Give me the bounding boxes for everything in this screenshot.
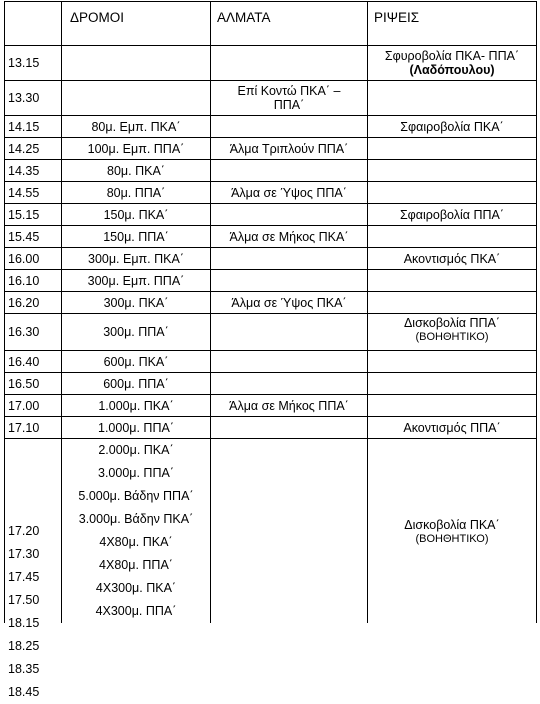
jump-cell bbox=[211, 81, 368, 116]
table-row bbox=[5, 248, 537, 270]
jump-block bbox=[211, 439, 368, 624]
throw-note: (ΒΟΗΘΗΤΙΚΟ) bbox=[415, 533, 489, 545]
run-cell: 4Χ300μ. ΠΚΑ΄ bbox=[95, 581, 177, 595]
throw-cell bbox=[371, 516, 533, 546]
time-list bbox=[8, 520, 58, 699]
throw-note: (Λαδόπουλου) bbox=[409, 63, 495, 77]
time-cell: 16.10 bbox=[5, 270, 62, 292]
run-cell: 600μ. ΠΠΑ΄ bbox=[62, 373, 211, 395]
time-cell: 14.55 bbox=[5, 182, 62, 204]
table-row bbox=[5, 314, 537, 351]
jump-cell: Άλμα σε Μήκος ΠΚΑ΄ bbox=[211, 226, 368, 248]
header-time bbox=[5, 2, 62, 46]
run-cell: 1.000μ. ΠΠΑ΄ bbox=[62, 417, 211, 439]
time-cell: 16.20 bbox=[5, 292, 62, 314]
table-row bbox=[5, 373, 537, 395]
time-cell: 13.30 bbox=[5, 81, 62, 116]
jump-cell: Άλμα σε Ύψος ΠΚΑ΄ bbox=[211, 292, 368, 314]
jump-cell bbox=[211, 373, 368, 395]
run-cell: 80μ. Εμπ. ΠΚΑ΄ bbox=[62, 116, 211, 138]
table-row-block bbox=[5, 439, 537, 624]
run-cell bbox=[62, 81, 211, 116]
run-cell: 100μ. Εμπ. ΠΠΑ΄ bbox=[62, 138, 211, 160]
jump-cell bbox=[211, 204, 368, 226]
throw-note: (ΒΟΗΘΗΤΙΚΟ) bbox=[415, 331, 489, 343]
table-row bbox=[5, 182, 537, 204]
jump-cell bbox=[211, 248, 368, 270]
time-cell: 14.15 bbox=[5, 116, 62, 138]
time-cell: 18.15 bbox=[8, 615, 40, 630]
time-cell: 13.15 bbox=[5, 46, 62, 81]
throw-cell bbox=[368, 182, 537, 204]
time-cell: 16.00 bbox=[5, 248, 62, 270]
run-cell: 150μ. ΠΚΑ΄ bbox=[62, 204, 211, 226]
throw-cell bbox=[368, 138, 537, 160]
table-row bbox=[5, 351, 537, 373]
throw-cell bbox=[368, 160, 537, 182]
run-cell: 3.000μ. ΠΠΑ΄ bbox=[98, 466, 174, 480]
jump-cell: Άλμα σε Μήκος ΠΠΑ΄ bbox=[211, 395, 368, 417]
run-cell: 600μ. ΠΚΑ΄ bbox=[62, 351, 211, 373]
throw-block bbox=[368, 439, 537, 624]
jump-cell bbox=[211, 314, 368, 351]
time-cell: 18.25 bbox=[8, 638, 40, 653]
throw-cell: Ακοντισμός ΠΚΑ΄ bbox=[368, 248, 537, 270]
time-cell: 17.30 bbox=[8, 546, 40, 561]
jump-cell bbox=[211, 116, 368, 138]
time-block bbox=[5, 439, 62, 699]
throw-cell bbox=[368, 81, 537, 116]
time-cell: 17.00 bbox=[5, 395, 62, 417]
table-row bbox=[5, 116, 537, 138]
time-cell: 18.45 bbox=[8, 684, 40, 699]
run-cell: 4Χ80μ. ΠΚΑ΄ bbox=[99, 535, 173, 549]
run-cell: 5.000μ. Βάδην ΠΠΑ΄ bbox=[78, 489, 194, 503]
schedule-table bbox=[4, 1, 537, 699]
jump-cell: Άλμα σε Ύψος ΠΠΑ΄ bbox=[211, 182, 368, 204]
throw-cell bbox=[368, 395, 537, 417]
time-cell: 14.35 bbox=[5, 160, 62, 182]
time-cell: 18.35 bbox=[8, 661, 40, 676]
run-cell bbox=[62, 46, 211, 81]
run-cell: 80μ. ΠΚΑ΄ bbox=[62, 160, 211, 182]
header-throws: ΡΙΨΕΙΣ bbox=[368, 2, 537, 46]
jump-cell bbox=[211, 351, 368, 373]
throw-cell: Ακοντισμός ΠΠΑ΄ bbox=[368, 417, 537, 439]
jump-cell bbox=[211, 160, 368, 182]
jump-cell: Άλμα Τριπλούν ΠΠΑ΄ bbox=[211, 138, 368, 160]
run-cell: 80μ. ΠΠΑ΄ bbox=[62, 182, 211, 204]
run-cell: 2.000μ. ΠΚΑ΄ bbox=[98, 443, 174, 457]
header-runs: ΔΡΟΜΟΙ bbox=[62, 2, 211, 46]
time-cell: 15.45 bbox=[5, 226, 62, 248]
table-row bbox=[5, 270, 537, 292]
jump-cell bbox=[211, 46, 368, 81]
throw-cell bbox=[368, 46, 537, 81]
run-cell: 4Χ80μ. ΠΠΑ΄ bbox=[99, 558, 173, 572]
run-cell: 300μ. ΠΚΑ΄ bbox=[62, 292, 211, 314]
header-jumps: ΑΛΜΑΤΑ bbox=[211, 2, 368, 46]
throw-line: Δισκοβολία ΠΠΑ΄ bbox=[403, 316, 501, 330]
time-cell: 17.50 bbox=[8, 592, 40, 607]
table-row bbox=[5, 395, 537, 417]
throw-cell bbox=[368, 226, 537, 248]
throw-cell: Σφαιροβολία ΠΚΑ΄ bbox=[368, 116, 537, 138]
jump-cell bbox=[211, 417, 368, 439]
throw-cell bbox=[368, 292, 537, 314]
header-row bbox=[5, 2, 537, 46]
run-list bbox=[65, 439, 207, 623]
jump-line: ΠΠΑ΄ bbox=[273, 98, 305, 112]
table-row bbox=[5, 417, 537, 439]
time-cell: 16.40 bbox=[5, 351, 62, 373]
time-cell: 17.45 bbox=[8, 569, 40, 584]
table-row bbox=[5, 138, 537, 160]
run-cell: 4Χ300μ. ΠΠΑ΄ bbox=[95, 604, 177, 618]
throw-cell bbox=[368, 351, 537, 373]
jump-cell bbox=[211, 270, 368, 292]
time-cell: 17.10 bbox=[5, 417, 62, 439]
throw-cell bbox=[368, 314, 537, 351]
run-cell: 3.000μ. Βάδην ΠΚΑ΄ bbox=[78, 512, 194, 526]
time-cell: 16.50 bbox=[5, 373, 62, 395]
run-cell: 1.000μ. ΠΚΑ΄ bbox=[62, 395, 211, 417]
table-row bbox=[5, 46, 537, 81]
table-row bbox=[5, 160, 537, 182]
table-row bbox=[5, 226, 537, 248]
run-block bbox=[62, 439, 211, 624]
table-row bbox=[5, 81, 537, 116]
run-cell: 300μ. ΠΠΑ΄ bbox=[62, 314, 211, 351]
run-cell: 150μ. ΠΠΑ΄ bbox=[62, 226, 211, 248]
time-cell: 14.25 bbox=[5, 138, 62, 160]
run-cell: 300μ. Εμπ. ΠΚΑ΄ bbox=[62, 248, 211, 270]
table-row bbox=[5, 204, 537, 226]
jump-line: Επί Κοντώ ΠΚΑ΄ – bbox=[237, 84, 341, 98]
run-cell: 300μ. Εμπ. ΠΠΑ΄ bbox=[62, 270, 211, 292]
throw-line: Σφυροβολία ΠΚΑ- ΠΠΑ΄ bbox=[384, 49, 520, 63]
time-cell: 15.15 bbox=[5, 204, 62, 226]
throw-cell bbox=[368, 270, 537, 292]
time-cell: 16.30 bbox=[5, 314, 62, 351]
table-row bbox=[5, 292, 537, 314]
throw-cell: Σφαιροβολία ΠΠΑ΄ bbox=[368, 204, 537, 226]
throw-cell bbox=[368, 373, 537, 395]
throw-line: Δισκοβολία ΠΚΑ΄ bbox=[404, 518, 500, 532]
time-cell: 17.20 bbox=[8, 523, 40, 538]
